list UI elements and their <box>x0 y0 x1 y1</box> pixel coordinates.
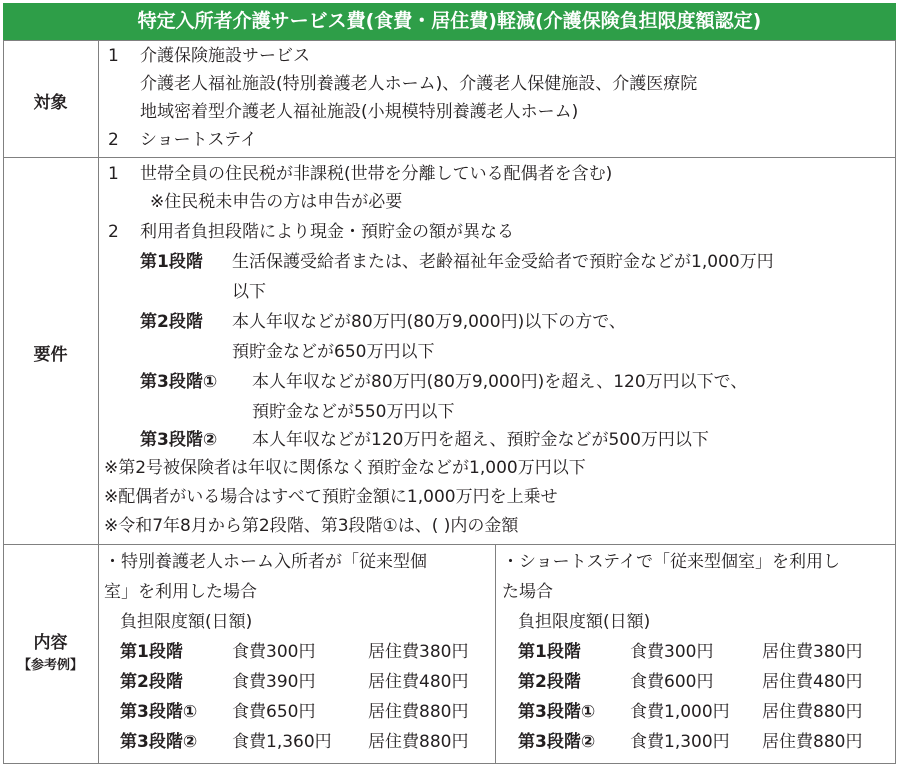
left-stay-2: 居住費480円 <box>368 672 469 692</box>
left-food-3b: 食費1,360円 <box>232 732 332 752</box>
stage-3b-line1: 本人年収などが120万円を超え、預貯金などが500万円以下 <box>252 430 709 450</box>
left-heading-line1: ・特別養護老人ホーム入所者が「従来型個 <box>104 552 427 572</box>
requirement-1-note: ※住民税未申告の方は申告が必要 <box>150 192 403 212</box>
stage-2-line2: 預貯金などが650万円以下 <box>232 342 435 362</box>
stage-1-name: 第1段階 <box>140 252 203 272</box>
content-label: 内容 <box>33 633 68 653</box>
right-stage-2: 第2段階 <box>518 672 581 692</box>
right-food-2: 食費600円 <box>630 672 714 692</box>
right-heading-line2: た場合 <box>502 582 553 602</box>
content-sublabel: 【参考例】 <box>17 658 83 673</box>
right-stage-3a: 第3段階① <box>518 702 596 722</box>
stage-3a-name: 第3段階① <box>140 372 218 392</box>
left-stage-3a: 第3段階① <box>120 702 198 722</box>
requirements-label: 要件 <box>33 345 68 365</box>
left-stay-3b: 居住費880円 <box>368 732 469 752</box>
stage-3a-line1: 本人年収などが80万円(80万9,000円)を超え、120万円以下で、 <box>252 372 748 392</box>
target-item-2: ショートステイ <box>140 130 257 150</box>
right-stay-3b: 居住費880円 <box>762 732 863 752</box>
target-item-1: 介護保険施設サービス <box>140 46 310 66</box>
left-stay-3a: 居住費880円 <box>368 702 469 722</box>
divider-label-column <box>98 40 99 764</box>
left-food-3a: 食費650円 <box>232 702 316 722</box>
right-stage-1: 第1段階 <box>518 642 581 662</box>
right-food-3a: 食費1,000円 <box>630 702 730 722</box>
target-num-1: 1 <box>108 46 119 66</box>
right-stay-3a: 居住費880円 <box>762 702 863 722</box>
left-food-1: 食費300円 <box>232 642 316 662</box>
requirement-note-1: ※第2号被保険者は年収に関係なく預貯金などが1,000万円以下 <box>104 458 586 478</box>
divider-title <box>3 40 896 41</box>
right-food-3b: 食費1,300円 <box>630 732 730 752</box>
target-num-2: 2 <box>108 130 119 150</box>
divider-requirements <box>3 544 896 545</box>
target-label: 対象 <box>33 93 68 113</box>
right-stay-1: 居住費380円 <box>762 642 863 662</box>
stage-1-line2: 以下 <box>232 282 266 302</box>
table-title: 特定入所者介護サービス費(食費・居住費)軽減(介護保険負担限度額認定) <box>3 3 896 40</box>
divider-target <box>3 157 896 158</box>
requirement-1: 世帯全員の住民税が非課税(世帯を分離している配偶者を含む) <box>140 164 613 184</box>
left-food-2: 食費390円 <box>232 672 316 692</box>
stage-2-name: 第2段階 <box>140 312 203 332</box>
requirement-num-2: 2 <box>108 222 119 242</box>
left-stay-1: 居住費380円 <box>368 642 469 662</box>
left-stage-3b: 第3段階② <box>120 732 198 752</box>
target-item-1-detail-a: 介護老人福祉施設(特別養護老人ホーム)、介護老人保健施設、介護医療院 <box>140 74 698 94</box>
left-stage-2: 第2段階 <box>120 672 183 692</box>
right-limit-label: 負担限度額(日額) <box>518 612 651 632</box>
requirement-num-1: 1 <box>108 164 119 184</box>
divider-content-columns <box>495 544 496 764</box>
right-stage-3b: 第3段階② <box>518 732 596 752</box>
left-heading-line2: 室」を利用した場合 <box>104 582 257 602</box>
requirement-note-3: ※令和7年8月から第2段階、第3段階①は、( )内の金額 <box>104 516 519 536</box>
stage-3a-line2: 預貯金などが550万円以下 <box>252 402 455 422</box>
stage-2-line1: 本人年収などが80万円(80万9,000円)以下の方で、 <box>232 312 626 332</box>
requirement-note-2: ※配偶者がいる場合はすべて預貯金額に1,000万円を上乗せ <box>104 487 558 507</box>
requirement-2: 利用者負担段階により現金・預貯金の額が異なる <box>140 222 514 242</box>
target-item-1-detail-b: 地域密着型介護老人福祉施設(小規模特別養護老人ホーム) <box>140 102 579 122</box>
left-limit-label: 負担限度額(日額) <box>120 612 253 632</box>
right-food-1: 食費300円 <box>630 642 714 662</box>
right-stay-2: 居住費480円 <box>762 672 863 692</box>
right-heading-line1: ・ショートステイで「従来型個室」を利用し <box>502 552 840 572</box>
left-stage-1: 第1段階 <box>120 642 183 662</box>
stage-1-line1: 生活保護受給者または、老齢福祉年金受給者で預貯金などが1,000万円 <box>232 252 774 272</box>
stage-3b-name: 第3段階② <box>140 430 218 450</box>
